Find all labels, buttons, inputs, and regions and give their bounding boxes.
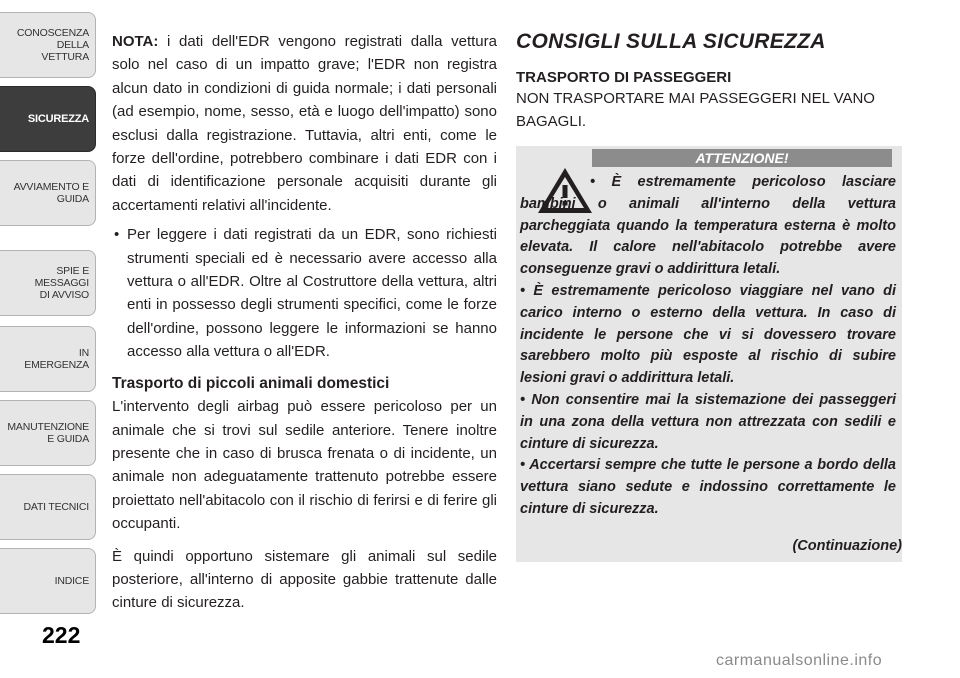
paragraph-sedile: È quindi opportuno sistemare gli animali sul sedile posteriore, all'interno di apposite gabbie trattenute dalle cinture di sicurezza.: [112, 547, 497, 612]
warning-item: • Accertarsi sempre che tutte le persone a bordo della vettura siano sedute e indossino correttamente le cinture di sicurezza.: [520, 457, 896, 517]
tab-spie-e-messaggi[interactable]: [0, 250, 96, 316]
left-column: [112, 30, 497, 615]
nota-text: i dati dell'EDR vengono registrati dalla vettura solo nel caso di un impatto grave; l'EDR non registra alcun dato in condizioni di guida normale; i dati personali (ad esempio, nome, sesso, età e luogo dell'impatto) sono esclusi dalla registrazione. Tuttavia, altri enti, come le forze dell'ordine, potrebbero combinare i dati EDR con i dati di identificazione personale acquisiti durante gli accertamenti relativi all'incidente.: [112, 33, 497, 214]
tab-label: IN EMERGENZA: [24, 347, 89, 371]
watermark: carmanualsonline.info: [716, 652, 883, 669]
section-title: CONSIGLI SULLA SICUREZZA: [516, 30, 826, 53]
tab-conoscenza-della-vettura[interactable]: [0, 12, 96, 78]
tab-label: DATI TECNICI: [23, 501, 89, 513]
continued-label: (Continuazione): [792, 538, 902, 554]
tab-label: SPIE E MESSAGGI DI AVVISO: [34, 265, 89, 301]
list-item: • Per leggere i dati registrati da un EDR, sono richiesti strumenti speciali ed è necessario avere accesso alla vettura o all'EDR. Oltre al Costruttore della vettura, altri enti in possesso degli strumenti specifici, come le forze dell'ordine, possono leggere le informazioni se hanno accesso alla vettura o all'EDR.: [112, 223, 497, 363]
warning-box: [516, 146, 902, 562]
page-number: 222: [42, 622, 81, 648]
tab-label: SICUREZZA: [27, 113, 89, 125]
tab-sicurezza[interactable]: [0, 86, 96, 152]
subsection-title: TRASPORTO DI PASSEGGERI: [516, 69, 732, 86]
nota-paragraph: [112, 30, 497, 217]
warning-item: • È estremamente pericoloso lasciare bambini o animali all'interno della vettura parcheggiata quando la temperatura esterna è molto elevata. Il calore nell'abitacolo potrebbe avere conseguenze gravi o addirittura letali.: [520, 174, 896, 278]
warning-item: • Non consentire mai la sistemazione dei passeggeri in una zona della vettura non attrezzata con sedili e cinture di sicurezza.: [520, 391, 896, 452]
subheading-animali: Trasporto di piccoli animali domestici: [112, 374, 390, 392]
nota-label: NOTA:: [112, 33, 159, 50]
tab-label: CONOSCENZA DELLA VETTURA: [16, 27, 89, 63]
tab-label: MANUTENZIONE E GUIDA: [7, 421, 89, 445]
warning-header: ATTENZIONE!: [592, 149, 892, 167]
tab-in-emergenza[interactable]: [0, 326, 96, 392]
tab-dati-tecnici[interactable]: [0, 474, 96, 540]
tab-manutenzione-e-guida[interactable]: [0, 400, 96, 466]
right-column: [516, 30, 906, 554]
bullet-list: [112, 223, 497, 363]
tab-label: INDICE: [54, 575, 89, 587]
warning-item: • È estremamente pericoloso viaggiare nel vano di carico interno o esterno della vettura. In caso di incidente le persone che vi si dovessero trovare sarebbero molto più esposte al rischio di subire lesioni gravi o addirittura letali.: [520, 282, 896, 387]
tab-label: AVVIAMENTO E GUIDA: [13, 181, 89, 205]
tab-indice[interactable]: [0, 548, 96, 614]
chapter-sidebar: [0, 0, 98, 678]
warning-body: [520, 172, 896, 521]
tab-avviamento-e-guida[interactable]: [0, 160, 96, 226]
body-text: NON TRASPORTARE MAI PASSEGGERI NEL VANO BAGAGLI.: [516, 90, 875, 130]
paragraph-airbag: L'intervento degli airbag può essere pericoloso per un animale che si trovi sul sedile anteriore. Tenere inoltre presente che in caso di brusca frenata o di incidente, un animale non adeguatamente trattenuto potrebbe essere proiettato nell'abitacolo con il rischio di ferirsi e di ferire gli occupanti.: [112, 398, 497, 533]
